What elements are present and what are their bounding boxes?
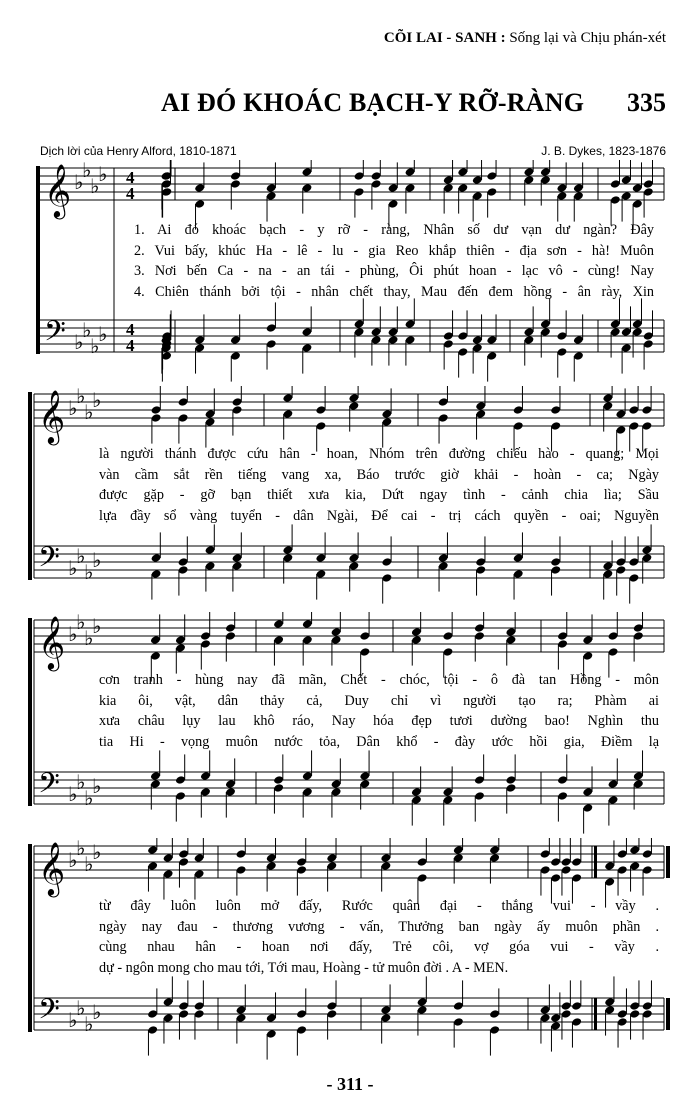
flat-icon: ♭ [84,786,94,810]
lyric-line: vàn cầm sắt rền tiếng vang xa, Báo trước giờ khải - hoàn - ca; Ngày [99,466,659,483]
flat-icon: ♭ [92,774,102,798]
lyric-line: xưa châu lụy lau khô ráo, Nay hóa đẹp tươi dường bao! Nghìn thu [99,713,659,729]
lyric-line: cơn tranh - hùng nay đã mãn, Chết - chóc, tội - ô đà tan Hồng - môn [99,672,659,688]
flat-icon: ♭ [76,996,86,1020]
flat-icon: ♭ [68,556,78,580]
page-number: - 311 - [326,1074,374,1094]
music-system-1 [0,160,700,390]
music-system-2 [0,386,700,616]
lyric-line: 4. Chiên thánh bởi tội - nhân chết thay, Mau đến đem hồng - ân rày, Xin [134,283,654,300]
flat-icon: ♭ [92,548,102,572]
flat-icon: ♭ [84,852,94,876]
section-header [384,30,666,47]
flat-icon: ♭ [76,838,86,860]
bass-clef-icon: 𝄢 [44,315,66,355]
lyric-line: được gặp - gỡ bạn thiết xưa kia, Dứt ngay tình - cảnh chia lìa; Sầu [99,487,659,503]
flat-icon: ♭ [92,1000,102,1024]
system-brace [36,166,40,354]
treble-clef-icon: 𝄞 [44,163,72,217]
flat-icon: ♭ [84,400,94,424]
lyric-line: ngày nay đau - thương vương - vấn, Thưởng ban ngày ấy muôn phần . [99,918,659,935]
bass-clef-icon: 𝄢 [38,541,60,581]
final-barline [666,998,670,1030]
lyric-line: tia Hi - vọng muôn nước tỏa, Dân khổ - đày ước hồi gia, Điềm lạ [99,733,659,750]
time-signature-bottom: 4 [126,184,135,203]
system-brace [28,844,32,1032]
flat-icon: ♭ [92,388,102,412]
section-header-subtitle: Sống lại và Chịu phán-xét [505,30,666,46]
lyric-line: 2. Vui bấy, khúc Ha - lê - lu - gia Reo khắp thiên - địa sơn - hà! Muôn [134,242,654,259]
flat-icon: ♭ [68,782,78,806]
time-signature-top: 4 [126,320,135,339]
flat-icon: ♭ [76,770,86,794]
section-header-bold: CÕI LAI - SANH : [383,30,506,46]
lyric-line: từ đây luôn luôn mở đấy, Rước quân đại - thắng vui - vầy . [99,898,659,914]
flat-icon: ♭ [74,170,84,194]
flat-icon: ♭ [76,544,86,568]
time-signature-top: 4 [126,168,135,187]
flat-icon: ♭ [82,318,92,342]
translator-credit: Dịch lời của Henry Alford, 1810-1871 [40,144,237,158]
lyric-line: dự - ngôn mong cho mau tới, Tới mau, Hoàng - tử muôn đời . A - MEN. [99,959,509,976]
lyric-line: lựa đầy sổ vàng tuyển - dân Ngài, Để cai - trị cách quyền - oai; Nguyền [99,507,659,524]
flat-icon: ♭ [68,1008,78,1032]
flat-icon: ♭ [84,560,94,584]
lyric-line: 1. Ai đó khoác bạch - y rỡ - ràng, Nhân số dư vạn dư ngàn? Đây [134,222,654,238]
hymn-title: AI ĐÓ KHOÁC BẠCH-Y RỠ-RÀNG [161,88,585,117]
flat-icon: ♭ [68,622,78,646]
flat-icon: ♭ [76,386,86,408]
music-system-4 [0,838,700,1068]
flat-icon: ♭ [98,322,108,346]
lyric-line: kia ôi, vật, dân thảy cả, Duy chỉ vì người tạo ra; Phàm ai [99,692,659,709]
flat-icon: ♭ [84,626,94,650]
system-brace [28,392,32,580]
flat-icon: ♭ [76,612,86,634]
hymn-number: 335 [627,88,666,117]
flat-icon: ♭ [74,330,84,354]
treble-clef-icon: 𝄞 [38,841,66,895]
lyric-line: 3. Nơi bến Ca - na - an tái - phùng, Ôi phút hoan - lạc vô - cùng! Nay [134,263,654,279]
bass-clef-icon: 𝄢 [38,767,60,807]
thick-barline [594,998,597,1030]
treble-clef-icon: 𝄞 [38,389,66,443]
flat-icon: ♭ [82,160,92,182]
time-signature-bottom: 4 [126,336,135,355]
flat-icon: ♭ [92,840,102,864]
lyric-line: là người thánh được cứu hân - hoan, Nhóm trên đường chiếu hào - quang; Mọi [99,446,659,462]
treble-clef-icon: 𝄞 [38,615,66,669]
final-barline [666,846,670,878]
music-system-3 [0,612,700,842]
system-brace [28,618,32,806]
composer-credit: J. B. Dykes, 1823-1876 [541,144,666,158]
flat-icon: ♭ [68,396,78,420]
flat-icon: ♭ [90,334,100,358]
flat-icon: ♭ [90,174,100,198]
lyric-line: cùng nhau hân - hoan nơi đấy, Trẻ côi, vợ góa vui - vầy . [99,939,659,955]
flat-icon: ♭ [84,1012,94,1036]
bass-clef-icon: 𝄢 [38,993,60,1033]
thick-barline [594,846,597,878]
flat-icon: ♭ [98,162,108,186]
flat-icon: ♭ [92,614,102,638]
flat-icon: ♭ [68,848,78,872]
